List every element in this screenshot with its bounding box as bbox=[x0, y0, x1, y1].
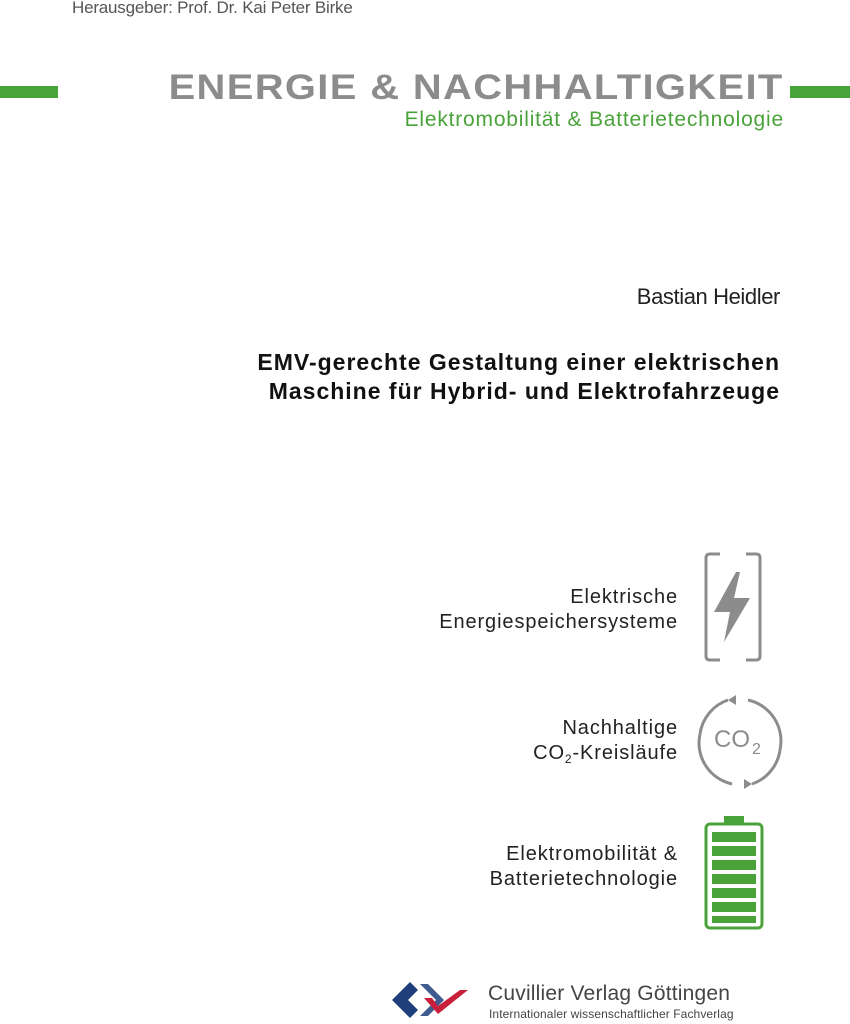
author-name: Bastian Heidler bbox=[636, 284, 780, 309]
publisher-tagline: Internationaler wissenschaftlicher Fachverlag bbox=[489, 1007, 734, 1021]
topic-storage-line-2: Energiespeichersysteme bbox=[439, 611, 678, 633]
topic-emobility-line-1: Elektromobilität & bbox=[506, 843, 678, 865]
topic-emobility-line-2: Batterietechnologie bbox=[489, 868, 678, 890]
co2-icon-text: CO bbox=[714, 726, 750, 753]
topic-co2-line-1: Nachhaltige bbox=[562, 717, 678, 739]
co2-icon-sub: 2 bbox=[752, 741, 761, 758]
series-bar-left bbox=[0, 86, 58, 98]
book-title bbox=[257, 348, 780, 406]
topic-storage-line-1: Elektrische bbox=[570, 586, 678, 608]
topic-co2-line-2: $CO_2$-Kreisläufe bbox=[533, 742, 678, 766]
book-title-line-1: EMV-gerechte Gestaltung einer elektrischen bbox=[257, 349, 780, 375]
book-title-line-2: Maschine für Hybrid- und Elektrofahrzeuge bbox=[268, 378, 780, 404]
series-subtitle: Elektromobilität & Batterietechnologie bbox=[404, 108, 784, 131]
co2-cycle-icon bbox=[692, 694, 788, 790]
publisher-name: Cuvillier Verlag Göttingen bbox=[488, 982, 731, 1005]
lightning-cell-icon bbox=[700, 550, 766, 664]
editor-line: Herausgeber: Prof. Dr. Kai Peter Birke bbox=[72, 0, 353, 17]
topic-emobility bbox=[490, 842, 678, 892]
topic-storage bbox=[439, 585, 678, 635]
cuvillier-logo bbox=[390, 980, 470, 1022]
battery-icon bbox=[702, 812, 766, 932]
series-title: ENERGIE & NACHHALTIGKEIT bbox=[168, 68, 784, 107]
topic-co2 bbox=[533, 716, 678, 772]
